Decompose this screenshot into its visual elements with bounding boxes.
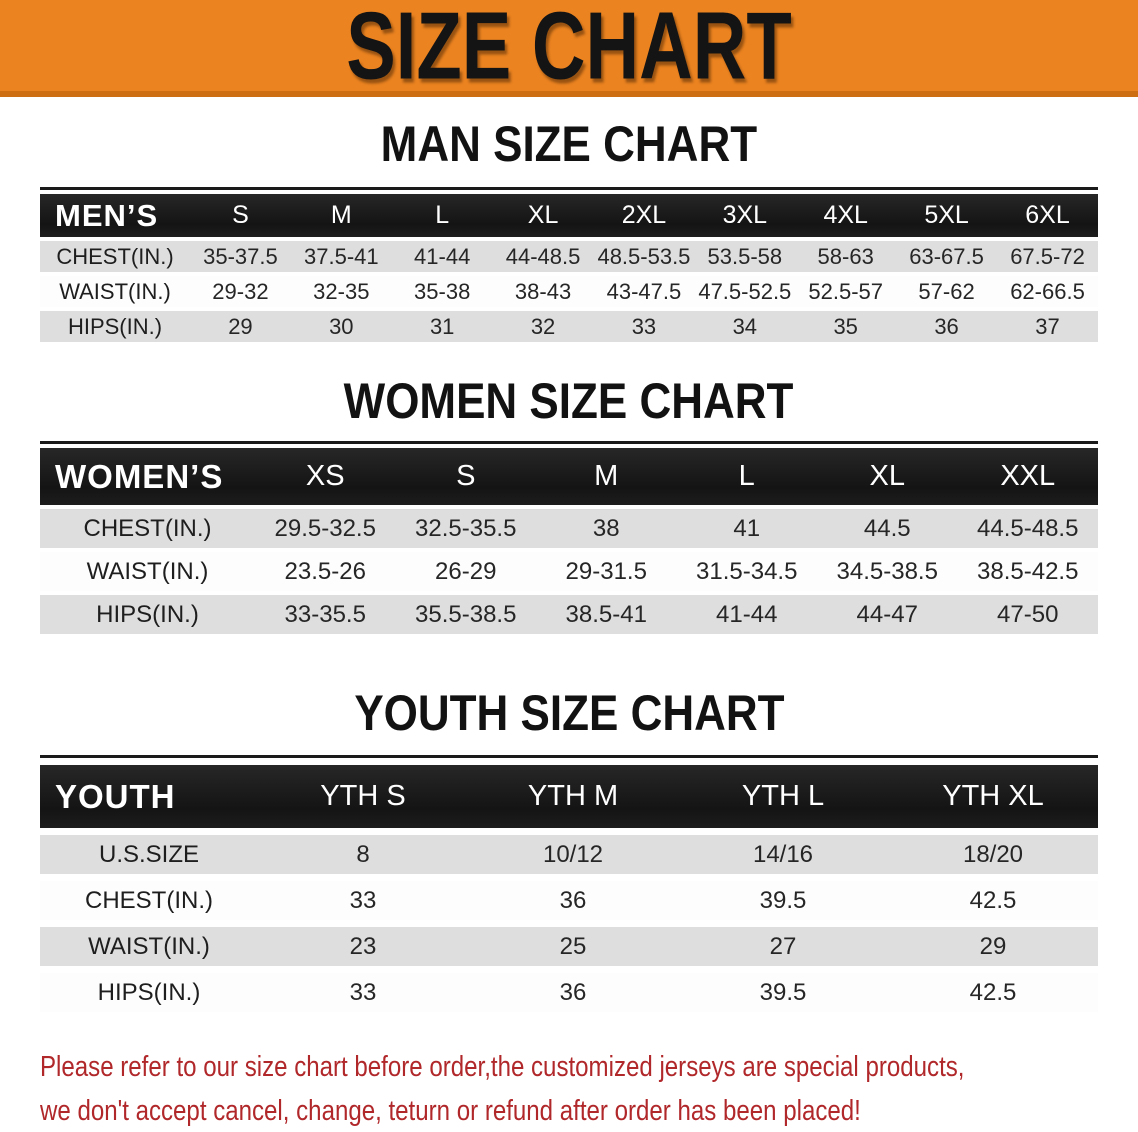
table-cell: 27 xyxy=(678,927,888,966)
men-chart-heading xyxy=(0,117,1138,171)
table-cell: 31.5-34.5 xyxy=(677,552,818,591)
men-size-table-wrap xyxy=(40,187,1098,346)
table-cell: 44-47 xyxy=(817,595,958,634)
table-row xyxy=(40,973,1098,1012)
column-header: 3XL xyxy=(694,194,795,237)
table-cell: 35-38 xyxy=(392,276,493,307)
table-cell: 36 xyxy=(896,311,997,342)
table-row xyxy=(40,241,1098,272)
table-cell: 48.5-53.5 xyxy=(594,241,695,272)
column-header: L xyxy=(677,448,818,505)
table-row xyxy=(40,311,1098,342)
youth-chart-heading-text: YOUTH SIZE CHART xyxy=(353,685,785,741)
column-header: XS xyxy=(255,448,396,505)
row-label: U.S.SIZE xyxy=(40,835,258,874)
row-label: HIPS(IN.) xyxy=(40,311,190,342)
table-row xyxy=(40,276,1098,307)
table-cell: 29 xyxy=(190,311,291,342)
row-label: HIPS(IN.) xyxy=(40,973,258,1012)
table-cell: 36 xyxy=(468,881,678,920)
table-cell: 14/16 xyxy=(678,835,888,874)
table-cell: 52.5-57 xyxy=(795,276,896,307)
table-cell: 32 xyxy=(493,311,594,342)
table-cell: 26-29 xyxy=(396,552,537,591)
disclaimer-line-2: we don't accept cancel, change, teturn or refund after order has been placed! xyxy=(40,1095,861,1127)
table-corner-label: WOMEN’S xyxy=(40,448,255,505)
column-header: 5XL xyxy=(896,194,997,237)
table-cell: 47.5-52.5 xyxy=(694,276,795,307)
column-header: YTH XL xyxy=(888,765,1098,828)
table-cell: 38 xyxy=(536,509,677,548)
column-header: YTH M xyxy=(468,765,678,828)
table-cell: 33 xyxy=(258,973,468,1012)
table-cell: 38-43 xyxy=(493,276,594,307)
column-header: 6XL xyxy=(997,194,1098,237)
table-cell: 42.5 xyxy=(888,973,1098,1012)
size-chart-content xyxy=(0,117,1138,1132)
size-chart-title: SIZE CHART xyxy=(346,0,792,99)
table-cell: 43-47.5 xyxy=(594,276,695,307)
column-header: 4XL xyxy=(795,194,896,237)
table-cell: 62-66.5 xyxy=(997,276,1098,307)
column-header: YTH S xyxy=(258,765,468,828)
disclaimer-line-1: Please refer to our size chart before order,the customized jerseys are special products, xyxy=(40,1051,965,1083)
table-cell: 23.5-26 xyxy=(255,552,396,591)
column-header: YTH L xyxy=(678,765,888,828)
row-label: WAIST(IN.) xyxy=(40,927,258,966)
row-label: WAIST(IN.) xyxy=(40,552,255,591)
youth-size-table xyxy=(40,758,1098,1019)
table-cell: 38.5-42.5 xyxy=(958,552,1099,591)
row-label: HIPS(IN.) xyxy=(40,595,255,634)
disclaimer-text xyxy=(40,1045,1138,1132)
table-cell: 44-48.5 xyxy=(493,241,594,272)
men-size-table xyxy=(40,190,1098,346)
row-label: CHEST(IN.) xyxy=(40,881,258,920)
table-cell: 33-35.5 xyxy=(255,595,396,634)
table-cell: 25 xyxy=(468,927,678,966)
table-cell: 29 xyxy=(888,927,1098,966)
table-cell: 47-50 xyxy=(958,595,1099,634)
women-size-table xyxy=(40,444,1098,638)
table-cell: 35 xyxy=(795,311,896,342)
women-chart-heading-text: WOMEN SIZE CHART xyxy=(344,373,794,429)
table-cell: 44.5-48.5 xyxy=(958,509,1099,548)
table-cell: 29-32 xyxy=(190,276,291,307)
table-cell: 67.5-72 xyxy=(997,241,1098,272)
table-cell: 35.5-38.5 xyxy=(396,595,537,634)
table-cell: 42.5 xyxy=(888,881,1098,920)
table-cell: 35-37.5 xyxy=(190,241,291,272)
table-corner-label: YOUTH xyxy=(40,765,258,828)
table-row xyxy=(40,927,1098,966)
column-header: XL xyxy=(817,448,958,505)
column-header: XL xyxy=(493,194,594,237)
size-chart-banner xyxy=(0,0,1138,97)
table-cell: 41-44 xyxy=(677,595,818,634)
table-cell: 39.5 xyxy=(678,973,888,1012)
table-cell: 29-31.5 xyxy=(536,552,677,591)
table-cell: 8 xyxy=(258,835,468,874)
row-label: CHEST(IN.) xyxy=(40,509,255,548)
table-cell: 44.5 xyxy=(817,509,958,548)
youth-size-table-wrap xyxy=(40,755,1098,1019)
column-header: S xyxy=(396,448,537,505)
column-header: XXL xyxy=(958,448,1099,505)
table-header-row xyxy=(40,765,1098,828)
table-cell: 34 xyxy=(694,311,795,342)
table-cell: 41-44 xyxy=(392,241,493,272)
table-header-row xyxy=(40,194,1098,237)
table-cell: 37 xyxy=(997,311,1098,342)
table-cell: 53.5-58 xyxy=(694,241,795,272)
column-header: S xyxy=(190,194,291,237)
table-cell: 37.5-41 xyxy=(291,241,392,272)
youth-chart-heading xyxy=(0,686,1138,740)
table-header-row xyxy=(40,448,1098,505)
table-cell: 58-63 xyxy=(795,241,896,272)
table-row xyxy=(40,835,1098,874)
table-cell: 41 xyxy=(677,509,818,548)
table-cell: 29.5-32.5 xyxy=(255,509,396,548)
table-cell: 32.5-35.5 xyxy=(396,509,537,548)
table-row xyxy=(40,552,1098,591)
column-header: M xyxy=(536,448,677,505)
column-header: M xyxy=(291,194,392,237)
column-header: 2XL xyxy=(594,194,695,237)
table-cell: 23 xyxy=(258,927,468,966)
table-cell: 33 xyxy=(258,881,468,920)
table-corner-label: MEN’S xyxy=(40,194,190,237)
table-cell: 31 xyxy=(392,311,493,342)
table-cell: 18/20 xyxy=(888,835,1098,874)
table-cell: 33 xyxy=(594,311,695,342)
men-chart-heading-text: MAN SIZE CHART xyxy=(380,116,758,172)
table-cell: 10/12 xyxy=(468,835,678,874)
table-cell: 38.5-41 xyxy=(536,595,677,634)
table-cell: 32-35 xyxy=(291,276,392,307)
table-cell: 36 xyxy=(468,973,678,1012)
table-row xyxy=(40,595,1098,634)
table-cell: 30 xyxy=(291,311,392,342)
column-header: L xyxy=(392,194,493,237)
row-label: CHEST(IN.) xyxy=(40,241,190,272)
row-label: WAIST(IN.) xyxy=(40,276,190,307)
women-size-table-wrap xyxy=(40,441,1098,638)
table-cell: 39.5 xyxy=(678,881,888,920)
table-cell: 63-67.5 xyxy=(896,241,997,272)
table-cell: 34.5-38.5 xyxy=(817,552,958,591)
table-cell: 57-62 xyxy=(896,276,997,307)
table-row xyxy=(40,509,1098,548)
table-row xyxy=(40,881,1098,920)
women-chart-heading xyxy=(0,374,1138,428)
